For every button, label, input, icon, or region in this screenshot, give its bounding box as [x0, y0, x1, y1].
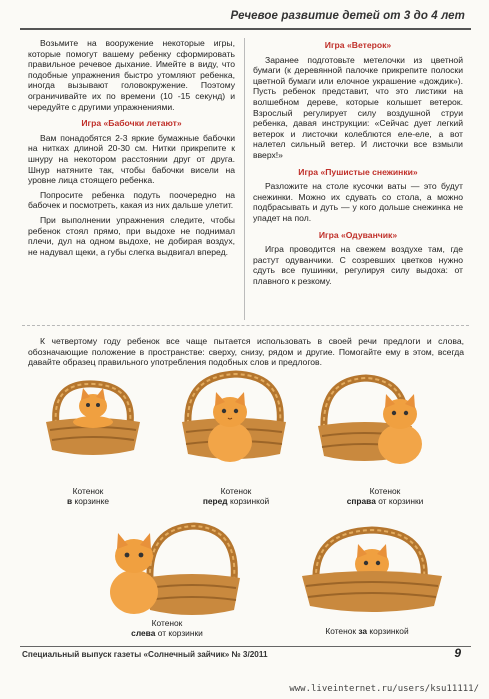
- kitten-in-basket-illustration: [38, 378, 148, 460]
- caption-front-basket: [186, 486, 286, 506]
- caption-right-basket-rest: от корзинки: [375, 496, 424, 506]
- caption-behind-basket-pre: Котенок: [325, 626, 359, 636]
- butterflies-p2: Попросите ребенка подуть поочередно на бабочек и посмотреть, какая из них дальше улетит.: [28, 189, 235, 211]
- caption-right-basket-bold: справа: [346, 496, 376, 506]
- kitten-front-basket-illustration: [178, 366, 290, 466]
- caption-right-basket: [330, 486, 440, 506]
- caption-front-basket-bold: перед: [202, 496, 228, 506]
- header-rule: [20, 28, 471, 30]
- header-title: Речевое развитие детей от 3 до 4 лет: [230, 10, 465, 22]
- caption-front-basket-line1: Котенок: [220, 486, 252, 496]
- section-separator: [22, 325, 469, 326]
- page-header: [0, 0, 489, 30]
- game-title-dandelion: Игра «Одуванчик»: [318, 229, 398, 240]
- kitten-left-basket-illustration: [100, 516, 242, 620]
- caption-behind-basket: [302, 626, 432, 636]
- caption-behind-basket-rest: корзинкой: [367, 626, 409, 636]
- prepositions-intro: [28, 336, 464, 368]
- caption-in-basket-rest: корзинке: [72, 496, 110, 506]
- butterflies-p1: Вам понадобятся 2-3 яркие бумажные бабочки на нитках длиной 20-30 см. Нитки прикрепите к шнуру на некотором расстоянии друг от друга. Шнур натяните так, чтобы бабочки висели на уровне лица стоящего ребенка.: [28, 132, 235, 186]
- left-intro: Возьмите на вооружение некоторые игры, которые помогут вашему ребенку сформировать правильное речевое дыхание. Имейте в виду, что подобные упражнения быстро утомляют ребенка, иногда вызывают головокружение. Поэтому ограничивайте их по времени (10 -15 секунд) и чередуйте с другими упражнениями.: [28, 38, 235, 112]
- prepositions-intro-text: К четвертому году ребенок все чаще пытается использовать в своей речи предлоги и слова, обозначающие положение в пространстве: сверху, снизу, рядом и другие. Помогайте ему в этом, всегда давайте образец правильного употребления подобных слов и предлогов.: [28, 336, 464, 368]
- caption-front-basket-rest: корзинкой: [227, 496, 270, 506]
- caption-left-basket-bold: слева: [131, 628, 156, 638]
- game-title-snowflakes: Игра «Пушистые снежинки»: [298, 166, 418, 177]
- butterflies-p3: При выполнении упражнения следите, чтобы ребенок стоял прямо, при выдохе не поднимал плечи, дул на одном выдохе, не добирая воздух, не надувал щеки, а губы слегка выдвигал вперед.: [28, 214, 235, 257]
- breeze-text: Заранее подготовьте метелочки из цветной бумаги (к деревянной палочке прикрепите полоски цветной бумаги или елочное украшение «дождик»). Пусть ребенок представит, что это листики на волшебном дереве, которые колышет ветерок. Взрослый регулирует силу воздушной струи ребенка, давая инструкции: «Сейчас дует легкий ветерок и листочки колеблются еле-еле, а вот налетел сильный ветер. И листочки все взмыли вверх!»: [253, 54, 463, 160]
- caption-behind-basket-bold: за: [358, 626, 368, 636]
- column-divider: [244, 38, 245, 320]
- game-title-breeze: Игра «Ветерок»: [324, 40, 392, 50]
- game-title-butterflies: Игра «Бабочки летают»: [81, 118, 182, 129]
- page-number: 9: [454, 646, 461, 660]
- caption-left-basket: [112, 618, 222, 638]
- caption-right-basket-line1: Котенок: [369, 486, 401, 496]
- caption-left-basket-line1: Котенок: [151, 618, 183, 628]
- dandelion-text: Игра проводится на свежем воздухе там, где растут одуванчики. С созревших цветков нужно сдуть все пушинки, регулируя силу выдоха: от плавного к резкому.: [253, 244, 463, 286]
- caption-in-basket-bold: в: [66, 496, 73, 506]
- watermark-url: www.liveinternet.ru/users/ksu11111/: [289, 684, 479, 694]
- left-column: [28, 38, 235, 261]
- kitten-right-basket-illustration: [316, 372, 436, 468]
- kitten-behind-basket-illustration: [296, 526, 446, 616]
- snowflakes-text: Разложите на столе кусочки ваты — это будут снежинки. Можно их сдувать со стола, а можно подбрасывать и дуть — у кого дольше снежинка не упадет на пол.: [253, 181, 463, 223]
- caption-left-basket-rest: от корзинки: [155, 628, 203, 638]
- caption-in-basket-line1: Котенок: [72, 486, 104, 496]
- footer-rule: [20, 646, 471, 647]
- right-column: [253, 38, 463, 290]
- caption-in-basket: [48, 486, 128, 506]
- footer-publication: Специальный выпуск газеты «Солнечный зайчик» № 3/2011: [22, 650, 268, 659]
